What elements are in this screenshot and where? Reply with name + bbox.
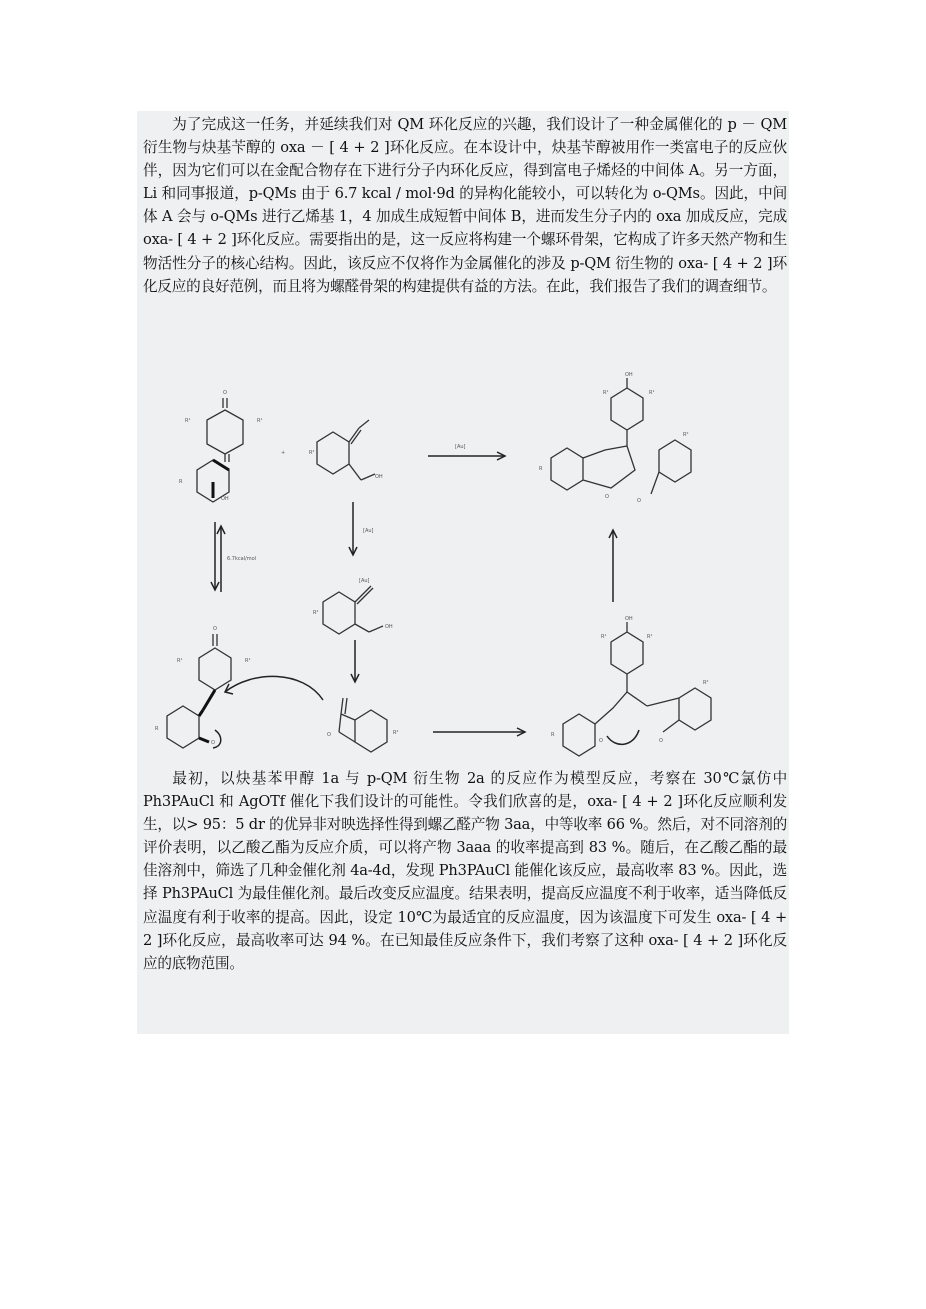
label-r-b: R (539, 466, 543, 472)
label-r2-e: R² (703, 680, 709, 686)
label-r1-f: R¹ (245, 658, 251, 664)
intermediate-a-structure (327, 698, 398, 752)
label-oh-c: OH (625, 372, 633, 378)
label-o-h: O (599, 738, 603, 744)
label-o-f: O (327, 732, 331, 738)
label-oh-e: OH (625, 616, 633, 622)
gold-complex-structure (313, 578, 393, 634)
label-r2-c: R² (313, 610, 319, 616)
alkynyl-benzyl-alcohol-structure (309, 420, 383, 480)
label-o-e: O (211, 740, 215, 746)
label-r1-h: R¹ (647, 634, 653, 640)
label-o-d: O (213, 626, 217, 632)
label-r1-e: R¹ (177, 658, 183, 664)
label-oh-d: OH (385, 624, 393, 630)
label-o-g: O (659, 738, 663, 744)
paragraph-optimization: 最初，以炔基苯甲醇 1a 与 p-QM 衍生物 2a 的反应作为模型反应，考察在 30℃氯仿中 Ph3PAuCl 和 AgOTf 催化下我们设计的可能性。令我们欣喜的是，oxa- [ 4 + 2 ]环化反应顺利发生，以> 95：5 dr 的优异非对映选择性得到螺乙醛产物 3aa，中等收率 66 %。然后，对不同溶剂的评价表明，以乙酸乙酯为反应介质，可以将产物 3aaa 的收率提高到 83 %。随后，在乙酸乙酯的最佳溶剂中，筛选了几种金催化剂 4a-4d，发现 Ph3PAuCl 能催化该反应，最高收率 83 %。因此，选择 Ph3PAuCl 为最佳催化剂。最后改变反应温度。结果表明，提高反应温度不利于收率，适当降低反应温度有利于收率的提高。因此，设定 10℃为最适宜的反应温度，因为该温度下可发生 oxa- [ 4 + 2 ]环化反应，最高收率可达 94 %。在已知最佳反应条件下，我们考察了这种 oxa- [ 4 + 2 ]环化反应的底物范围。 (143, 770, 787, 972)
pqm-structure (179, 390, 262, 502)
label-au-a: [Au] (455, 444, 466, 450)
label-r1-d: R¹ (649, 390, 655, 396)
label-r-d: R (551, 732, 555, 738)
label-o-c: O (637, 498, 641, 504)
label-r2-b: R² (683, 432, 689, 438)
label-r2-a: R² (309, 450, 315, 456)
label-r1-g: R¹ (601, 634, 607, 640)
label-oh-b: OH (375, 474, 383, 480)
label-au-c: [Au] (359, 578, 370, 584)
curved-arrow-attack (225, 676, 323, 700)
label-r-c: R (155, 726, 159, 732)
label-r1-b: R¹ (257, 418, 263, 424)
label-r2-d: R² (393, 730, 399, 736)
label-r1-a: R¹ (185, 418, 191, 424)
label-r-a: R (179, 479, 183, 485)
plus-sign: + (281, 450, 286, 456)
intermediate-b-structure (551, 616, 711, 756)
label-r1-c: R¹ (603, 390, 609, 396)
label-au-b: [Au] (363, 528, 374, 534)
oqm-structure (155, 626, 250, 748)
paragraph-intro: 为了完成这一任务，并延续我们对 QM 环化反应的兴趣，我们设计了一种金属催化的 p － QM 衍生物与炔基苄醇的 oxa － [ 4 + 2 ]环化反应。在本设计中，炔基苄醇被用作一类富电子的反应伙伴，因为它们可以在金配合物存在下进行分子内环化反应，得到富电子烯烃的中间体 A。另一方面，Li 和同事报道，p-QMs 由于 6.7 kcal / mol·9d 的异构化能较小，可以转化为 o-QMs。因此，中间体 A 会与 o-QMs 进行乙烯基 1，4 加成生成短暂中间体 B，进而发生分子内的 oxa 加成反应，完成 oxa- [ 4 + 2 ]环化反应。需要指出的是，这一反应将构建一个螺环骨架，它构成了许多天然产物和生物活性分子的核心结构。因此，该反应不仅将作为金属催化的涉及 p-QM 衍生物的 oxa- [ 4 + 2 ]环化反应的良好范例，而且将为螺醛骨架的构建提供有益的方法。在此，我们报告了我们的调查细节。 (143, 116, 787, 295)
label-energy: 6.7kcal/mol (227, 556, 257, 562)
spiro-product-structure (539, 372, 691, 504)
label-oh-a: OH (221, 496, 229, 502)
reaction-scheme (143, 370, 783, 762)
label-o: O (223, 390, 227, 396)
label-o-b: O (605, 494, 609, 500)
